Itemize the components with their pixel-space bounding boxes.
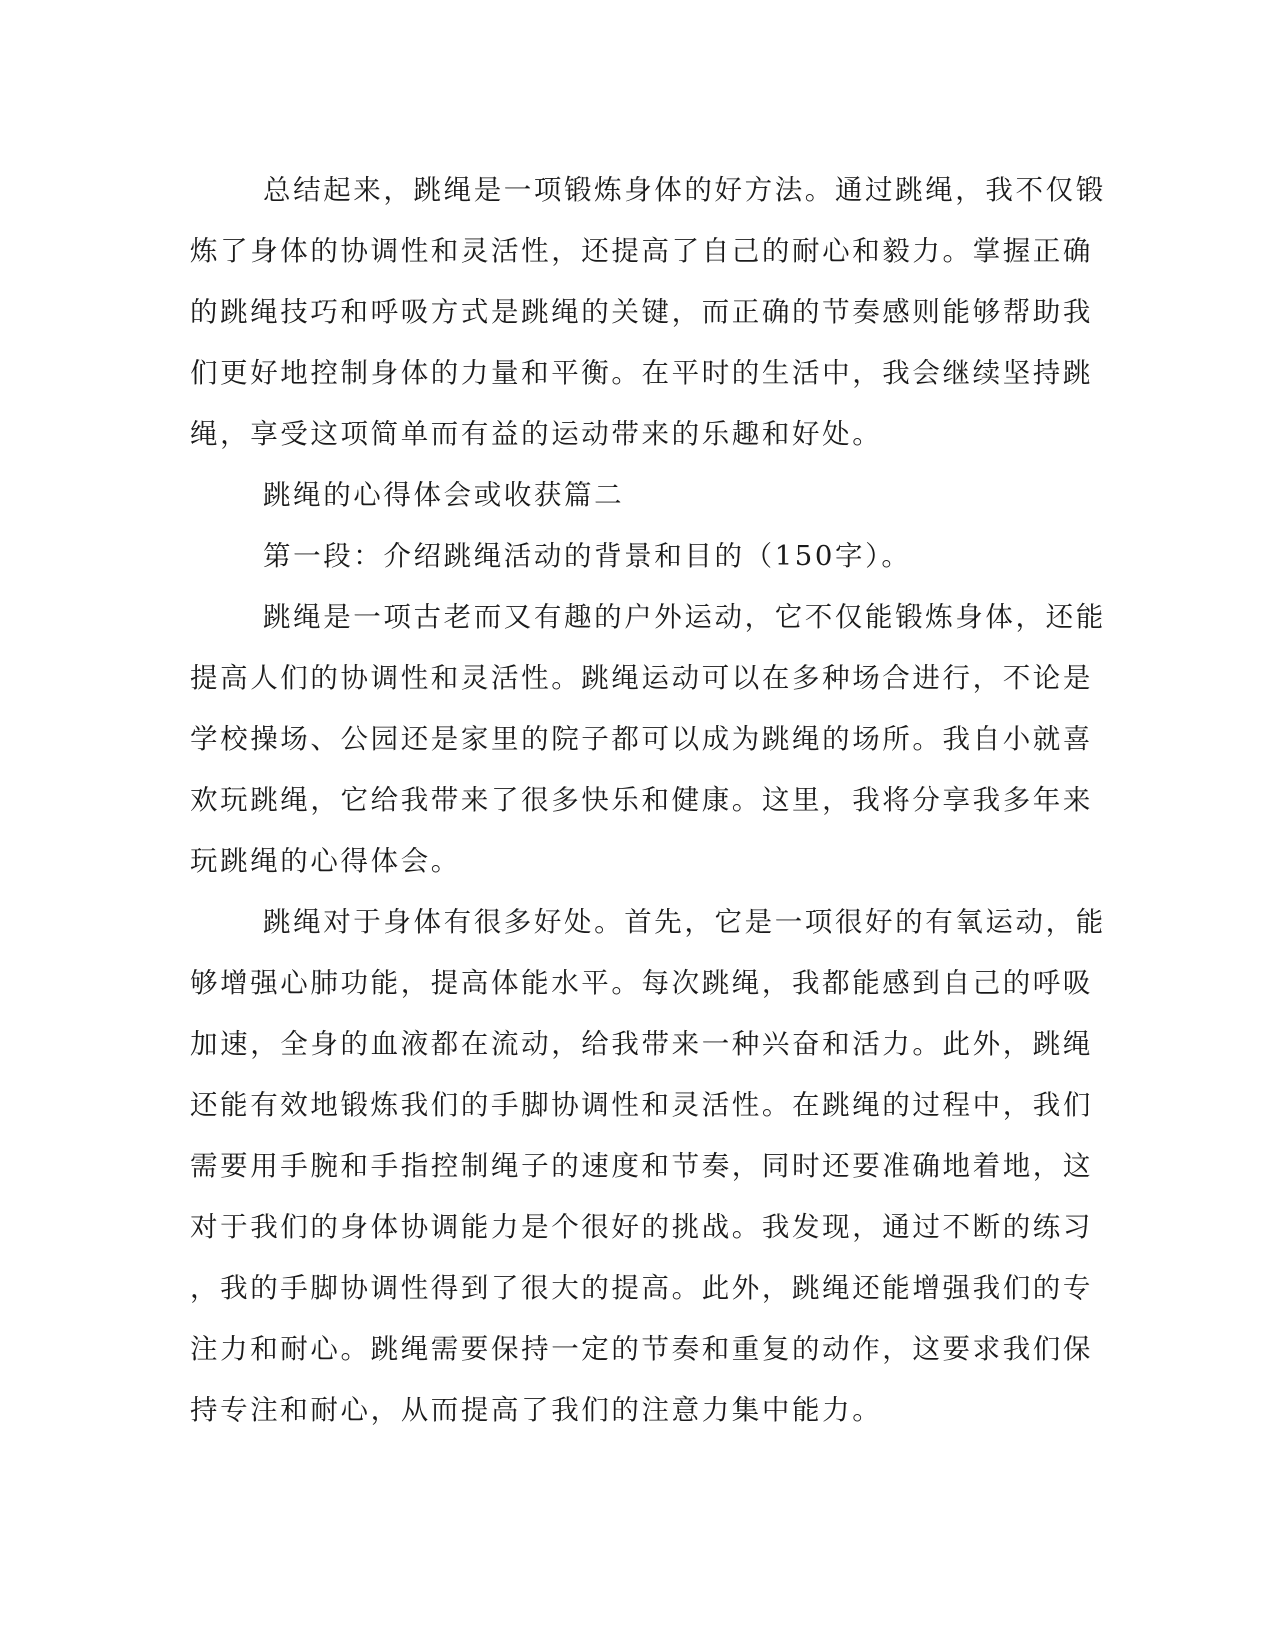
text-line: 加速，全身的血液都在流动，给我带来一种兴奋和活力。此外，跳绳 bbox=[190, 1028, 1093, 1060]
text-line: 学校操场、公园还是家里的院子都可以成为跳绳的场所。我自小就喜 bbox=[190, 723, 1093, 755]
paragraph-benefits bbox=[190, 892, 1106, 1441]
document-body bbox=[190, 160, 1106, 1441]
section-subheading bbox=[190, 526, 1080, 587]
text-line: 跳绳的心得体会或收获篇二 bbox=[263, 479, 625, 511]
text-line: 欢玩跳绳，它给我带来了很多快乐和健康。这里，我将分享我多年来 bbox=[190, 784, 1093, 816]
text-line: 提高人们的协调性和灵活性。跳绳运动可以在多种场合进行，不论是 bbox=[190, 662, 1093, 694]
text-line: 跳绳是一项古老而又有趣的户外运动，它不仅能锻炼身体，还能 bbox=[263, 601, 1106, 633]
text-line: 玩跳绳的心得体会。 bbox=[190, 845, 461, 877]
text-line: 需要用手腕和手指控制绳子的速度和节奏，同时还要准确地着地，这 bbox=[190, 1150, 1093, 1182]
text-line: 们更好地控制身体的力量和平衡。在平时的生活中，我会继续坚持跳 bbox=[190, 357, 1093, 389]
text-line: 持专注和耐心，从而提高了我们的注意力集中能力。 bbox=[190, 1394, 883, 1426]
text-line: 总结起来，跳绳是一项锻炼身体的好方法。通过跳绳，我不仅锻 bbox=[263, 174, 1106, 206]
text-line: 的跳绳技巧和呼吸方式是跳绳的关键，而正确的节奏感则能够帮助我 bbox=[190, 296, 1093, 328]
text-line: 还能有效地锻炼我们的手脚协调性和灵活性。在跳绳的过程中，我们 bbox=[190, 1089, 1093, 1121]
text-line: 注力和耐心。跳绳需要保持一定的节奏和重复的动作，这要求我们保 bbox=[190, 1333, 1093, 1365]
paragraph-summary bbox=[190, 160, 1106, 465]
text-line: 对于我们的身体协调能力是个很好的挑战。我发现，通过不断的练习 bbox=[190, 1211, 1093, 1243]
text-line: 炼了身体的协调性和灵活性，还提高了自己的耐心和毅力。掌握正确 bbox=[190, 235, 1093, 267]
text-line: 跳绳对于身体有很多好处。首先，它是一项很好的有氧运动，能 bbox=[263, 906, 1106, 938]
paragraph-intro bbox=[190, 587, 1106, 892]
text-line: ，我的手脚协调性得到了很大的提高。此外，跳绳还能增强我们的专 bbox=[190, 1272, 1093, 1304]
text-line: 第一段：介绍跳绳活动的背景和目的（150字）。 bbox=[263, 540, 912, 572]
text-line: 够增强心肺功能，提高体能水平。每次跳绳，我都能感到自己的呼吸 bbox=[190, 967, 1093, 999]
section-title bbox=[190, 465, 1080, 526]
text-line: 绳，享受这项简单而有益的运动带来的乐趣和好处。 bbox=[190, 418, 883, 450]
